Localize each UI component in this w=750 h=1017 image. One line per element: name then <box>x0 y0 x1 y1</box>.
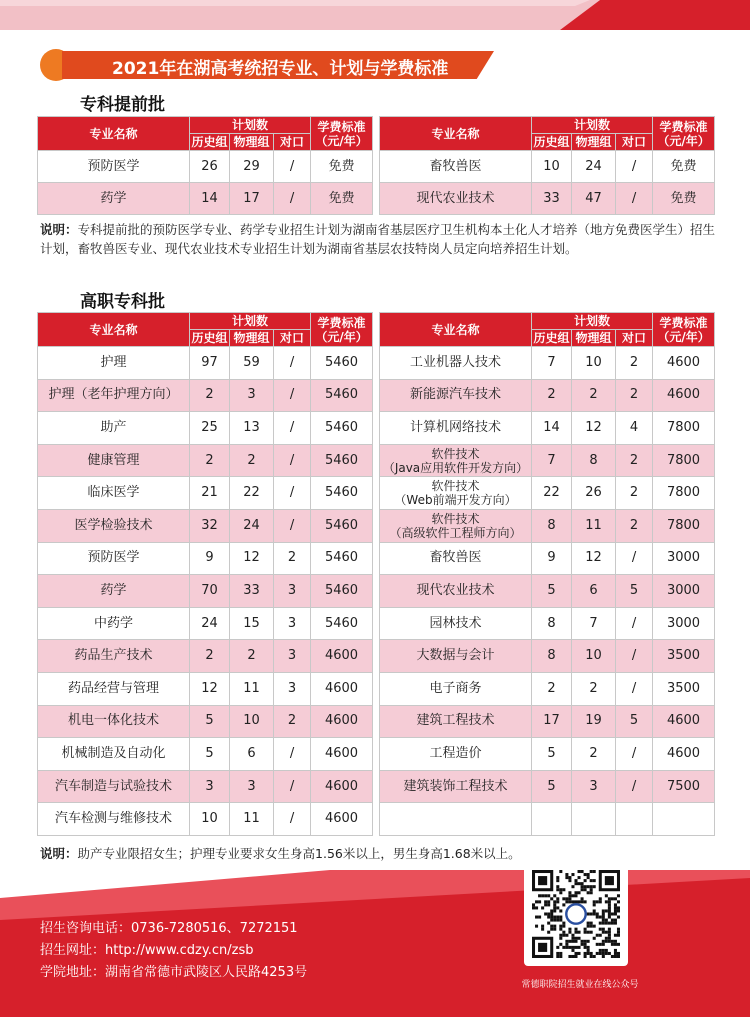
physics-cell: 24 <box>230 509 274 542</box>
fee-cell: 3500 <box>653 672 715 705</box>
header-fee: 学费标准 （元/年） <box>311 117 373 151</box>
history-cell: 7 <box>532 347 572 380</box>
vocational-cell: / <box>274 444 311 477</box>
vocational-cell: 2 <box>274 705 311 738</box>
fee-cell: 3000 <box>653 542 715 575</box>
fee-cell: 4600 <box>311 770 373 803</box>
header-fee: 学费标准 （元/年） <box>311 313 373 347</box>
physics-cell: 15 <box>230 607 274 640</box>
physics-cell: 12 <box>572 412 616 445</box>
table-row <box>38 640 373 673</box>
table-row <box>380 183 715 215</box>
major-cell: 电子商务 <box>380 672 532 705</box>
fee-cell: 4600 <box>311 803 373 836</box>
header-history: 历史组 <box>533 331 570 345</box>
table-row <box>380 705 715 738</box>
major-cell: 现代农业技术 <box>380 183 532 215</box>
physics-cell: 17 <box>230 183 274 215</box>
vocational-cell: 4 <box>616 412 653 445</box>
history-cell: 25 <box>190 412 230 445</box>
vocational-cell: 3 <box>274 672 311 705</box>
major-cell: 预防医学 <box>38 151 190 183</box>
major-cell: 助产 <box>38 412 190 445</box>
vocational-cell: / <box>274 151 311 183</box>
fee-cell: 5460 <box>311 379 373 412</box>
history-cell: 33 <box>532 183 572 215</box>
major-cell: 畜牧兽医 <box>380 151 532 183</box>
vocational-cell: / <box>274 738 311 771</box>
vocational-cell: 2 <box>616 379 653 412</box>
fee-cell: 7800 <box>653 509 715 542</box>
fee-cell: 免费 <box>311 151 373 183</box>
early-table-left <box>37 116 373 215</box>
fee-cell: 4600 <box>653 379 715 412</box>
fee-cell: 5460 <box>311 347 373 380</box>
major-cell: 园林技术 <box>380 607 532 640</box>
history-cell: 2 <box>532 672 572 705</box>
physics-cell: 13 <box>230 412 274 445</box>
table-row <box>38 183 373 215</box>
vocational-cell: / <box>616 770 653 803</box>
fee-cell: 免费 <box>653 151 715 183</box>
vocational-cell <box>616 803 653 836</box>
header-history: 历史组 <box>191 135 228 149</box>
physics-cell <box>572 803 616 836</box>
header-physics: 物理组 <box>230 330 274 347</box>
fee-cell: 5460 <box>311 542 373 575</box>
vocational-cell: / <box>616 151 653 183</box>
vocational-cell: / <box>274 770 311 803</box>
vocational-cell: 3 <box>274 575 311 608</box>
header-vocational: 对口 <box>616 330 653 347</box>
vocational-cell: 3 <box>274 640 311 673</box>
history-cell: 12 <box>190 672 230 705</box>
physics-cell: 12 <box>230 542 274 575</box>
physics-cell: 3 <box>230 379 274 412</box>
header-banner <box>40 49 500 81</box>
note-early: 说明：专科提前批的预防医学专业、药学专业招生计划为湖南省基层医疗卫生机构本土化人才培养（地方免费医学生）招生计划，畜牧兽医专业、现代农业技术专业招生计划为湖南省基层农技特岗人员定向培养招生计划。 <box>40 222 716 256</box>
physics-cell: 2 <box>230 444 274 477</box>
major-cell: 药学 <box>38 575 190 608</box>
header-plan: 计划数 <box>532 117 653 134</box>
major-cell: 药学 <box>38 183 190 215</box>
table-row <box>380 770 715 803</box>
physics-cell: 3 <box>572 770 616 803</box>
history-cell: 14 <box>190 183 230 215</box>
vocational-cell: 2 <box>274 542 311 575</box>
physics-cell: 2 <box>572 379 616 412</box>
header-plan: 计划数 <box>190 313 311 330</box>
physics-cell: 11 <box>572 509 616 542</box>
header-vocational: 对口 <box>274 134 311 151</box>
physics-cell: 29 <box>230 151 274 183</box>
header-major: 专业名称 <box>380 117 532 151</box>
vocational-cell: 2 <box>616 444 653 477</box>
fee-cell: 4600 <box>653 738 715 771</box>
history-cell: 21 <box>190 477 230 510</box>
history-cell: 24 <box>190 607 230 640</box>
physics-cell: 2 <box>572 672 616 705</box>
table-row <box>38 477 373 510</box>
table-row <box>38 509 373 542</box>
table-row <box>380 477 715 510</box>
vocational-cell: 2 <box>616 477 653 510</box>
vocational-cell: / <box>274 183 311 215</box>
physics-cell: 26 <box>572 477 616 510</box>
vocational-cell: / <box>616 607 653 640</box>
history-cell: 14 <box>532 412 572 445</box>
contact-website[interactable]: 招生网址：http://www.cdzy.cn/zsb <box>40 943 254 958</box>
note-higher: 说明：助产专业限招女生；护理专业要求女生身高1.56米以上，男生身高1.68米以上。 <box>40 846 521 861</box>
fee-cell: 7800 <box>653 477 715 510</box>
history-cell: 2 <box>190 379 230 412</box>
table-row <box>380 151 715 183</box>
physics-cell: 47 <box>572 183 616 215</box>
physics-cell: 11 <box>230 803 274 836</box>
header-plan: 计划数 <box>532 313 653 330</box>
header-vocational: 对口 <box>616 134 653 151</box>
vocational-cell: 5 <box>616 575 653 608</box>
history-cell: 9 <box>532 542 572 575</box>
fee-cell: 7800 <box>653 444 715 477</box>
history-cell: 26 <box>190 151 230 183</box>
table-row <box>380 412 715 445</box>
table-row <box>380 672 715 705</box>
history-cell: 8 <box>532 607 572 640</box>
header-history: 历史组 <box>533 135 570 149</box>
major-cell: 医学检验技术 <box>38 509 190 542</box>
history-cell: 2 <box>532 379 572 412</box>
history-cell: 8 <box>532 640 572 673</box>
history-cell: 5 <box>532 575 572 608</box>
history-cell: 22 <box>532 477 572 510</box>
header-plan: 计划数 <box>190 117 311 134</box>
vocational-cell: / <box>274 379 311 412</box>
vocational-cell: / <box>274 412 311 445</box>
fee-cell: 7800 <box>653 412 715 445</box>
table-row <box>380 803 715 836</box>
vocational-cell: / <box>616 183 653 215</box>
physics-cell: 2 <box>230 640 274 673</box>
table-row <box>380 738 715 771</box>
history-cell: 10 <box>190 803 230 836</box>
physics-cell: 22 <box>230 477 274 510</box>
history-cell: 10 <box>532 151 572 183</box>
table-row <box>38 607 373 640</box>
table-row <box>380 347 715 380</box>
fee-cell: 4600 <box>653 705 715 738</box>
fee-cell: 4600 <box>311 640 373 673</box>
physics-cell: 7 <box>572 607 616 640</box>
physics-cell: 6 <box>230 738 274 771</box>
table-row <box>38 151 373 183</box>
vocational-cell: / <box>616 672 653 705</box>
fee-cell: 4600 <box>311 672 373 705</box>
major-cell: 畜牧兽医 <box>380 542 532 575</box>
fee-cell: 免费 <box>311 183 373 215</box>
history-cell <box>532 803 572 836</box>
header-physics: 物理组 <box>572 330 616 347</box>
physics-cell: 11 <box>230 672 274 705</box>
fee-cell: 5460 <box>311 477 373 510</box>
history-cell: 8 <box>532 509 572 542</box>
major-cell <box>380 803 532 836</box>
table-row <box>38 672 373 705</box>
vocational-cell: / <box>274 477 311 510</box>
major-cell: 新能源汽车技术 <box>380 379 532 412</box>
vocational-cell: / <box>274 509 311 542</box>
major-cell: 软件技术 （Web前端开发方向） <box>380 477 532 510</box>
history-cell: 2 <box>190 444 230 477</box>
table-row <box>380 640 715 673</box>
fee-cell <box>653 803 715 836</box>
major-cell: 中药学 <box>38 607 190 640</box>
header-physics: 物理组 <box>230 134 274 151</box>
fee-cell: 5460 <box>311 607 373 640</box>
header-physics: 物理组 <box>572 134 616 151</box>
early-table-right <box>379 116 715 215</box>
history-cell: 5 <box>532 770 572 803</box>
major-cell: 工业机器人技术 <box>380 347 532 380</box>
fee-cell: 7500 <box>653 770 715 803</box>
major-cell: 大数据与会计 <box>380 640 532 673</box>
major-cell: 计算机网络技术 <box>380 412 532 445</box>
vocational-cell: / <box>616 640 653 673</box>
table-row <box>38 412 373 445</box>
physics-cell: 10 <box>572 347 616 380</box>
major-cell: 护理 <box>38 347 190 380</box>
vocational-cell: / <box>274 347 311 380</box>
table-row <box>38 770 373 803</box>
fee-cell: 4600 <box>653 347 715 380</box>
fee-cell: 5460 <box>311 575 373 608</box>
table-row <box>38 575 373 608</box>
table-row <box>380 542 715 575</box>
major-cell: 现代农业技术 <box>380 575 532 608</box>
contact-phone: 招生咨询电话：0736-7280516、7272151 <box>40 921 298 936</box>
table-row <box>380 607 715 640</box>
table-row <box>38 705 373 738</box>
history-cell: 2 <box>190 640 230 673</box>
higher-table-left <box>37 312 373 836</box>
table-row <box>38 738 373 771</box>
table-row <box>380 379 715 412</box>
fee-cell: 5460 <box>311 412 373 445</box>
vocational-cell: / <box>616 738 653 771</box>
major-cell: 药品生产技术 <box>38 640 190 673</box>
physics-cell: 24 <box>572 151 616 183</box>
major-cell: 临床医学 <box>38 477 190 510</box>
major-cell: 建筑工程技术 <box>380 705 532 738</box>
major-cell: 建筑装饰工程技术 <box>380 770 532 803</box>
major-cell: 汽车检测与维修技术 <box>38 803 190 836</box>
physics-cell: 10 <box>572 640 616 673</box>
history-cell: 9 <box>190 542 230 575</box>
vocational-cell: / <box>274 803 311 836</box>
header-fee: 学费标准 （元/年） <box>653 313 715 347</box>
history-cell: 70 <box>190 575 230 608</box>
fee-cell: 3000 <box>653 607 715 640</box>
history-cell: 32 <box>190 509 230 542</box>
table-row <box>380 444 715 477</box>
header-major: 专业名称 <box>380 313 532 347</box>
major-cell: 预防医学 <box>38 542 190 575</box>
top-decorative-band <box>0 0 750 30</box>
vocational-cell: 2 <box>616 509 653 542</box>
physics-cell: 10 <box>230 705 274 738</box>
vocational-cell: 5 <box>616 705 653 738</box>
fee-cell: 3000 <box>653 575 715 608</box>
physics-cell: 33 <box>230 575 274 608</box>
major-cell: 工程造价 <box>380 738 532 771</box>
physics-cell: 2 <box>572 738 616 771</box>
major-cell: 护理（老年护理方向） <box>38 379 190 412</box>
fee-cell: 4600 <box>311 738 373 771</box>
major-cell: 机械制造及自动化 <box>38 738 190 771</box>
major-cell: 健康管理 <box>38 444 190 477</box>
qr-caption: 常德职院招生就业在线公众号 <box>521 980 639 990</box>
section-title-early: 专科提前批 <box>80 95 165 115</box>
history-cell: 3 <box>190 770 230 803</box>
table-row <box>38 347 373 380</box>
header-fee: 学费标准 （元/年） <box>653 117 715 151</box>
history-cell: 5 <box>190 738 230 771</box>
major-cell: 汽车制造与试验技术 <box>38 770 190 803</box>
history-cell: 7 <box>532 444 572 477</box>
physics-cell: 59 <box>230 347 274 380</box>
table-row <box>38 444 373 477</box>
major-cell: 软件技术 （Java应用软件开发方向） <box>380 444 532 477</box>
physics-cell: 8 <box>572 444 616 477</box>
history-cell: 97 <box>190 347 230 380</box>
header-history: 历史组 <box>191 331 228 345</box>
fee-cell: 5460 <box>311 444 373 477</box>
section-title-higher: 高职专科批 <box>80 292 165 312</box>
history-cell: 17 <box>532 705 572 738</box>
major-cell: 软件技术 （高级软件工程师方向） <box>380 509 532 542</box>
table-row <box>380 575 715 608</box>
history-cell: 5 <box>532 738 572 771</box>
fee-cell: 4600 <box>311 705 373 738</box>
higher-table-right <box>379 312 715 836</box>
table-row <box>38 803 373 836</box>
qr-code-card[interactable] <box>524 862 628 966</box>
header-vocational: 对口 <box>274 330 311 347</box>
header-major: 专业名称 <box>38 313 190 347</box>
qr-code-icon <box>532 870 620 958</box>
physics-cell: 12 <box>572 542 616 575</box>
contact-address: 学院地址：湖南省常德市武陵区人民路4253号 <box>40 965 308 980</box>
vocational-cell: 3 <box>274 607 311 640</box>
physics-cell: 6 <box>572 575 616 608</box>
vocational-cell: / <box>616 542 653 575</box>
table-row <box>380 509 715 542</box>
table-row <box>38 379 373 412</box>
physics-cell: 3 <box>230 770 274 803</box>
fee-cell: 3500 <box>653 640 715 673</box>
physics-cell: 19 <box>572 705 616 738</box>
major-cell: 药品经营与管理 <box>38 672 190 705</box>
fee-cell: 5460 <box>311 509 373 542</box>
table-row <box>38 542 373 575</box>
header-major: 专业名称 <box>38 117 190 151</box>
fee-cell: 免费 <box>653 183 715 215</box>
history-cell: 5 <box>190 705 230 738</box>
major-cell: 机电一体化技术 <box>38 705 190 738</box>
vocational-cell: 2 <box>616 347 653 380</box>
page-title: 2021年在湖高考统招专业、计划与学费标准 <box>112 59 449 79</box>
